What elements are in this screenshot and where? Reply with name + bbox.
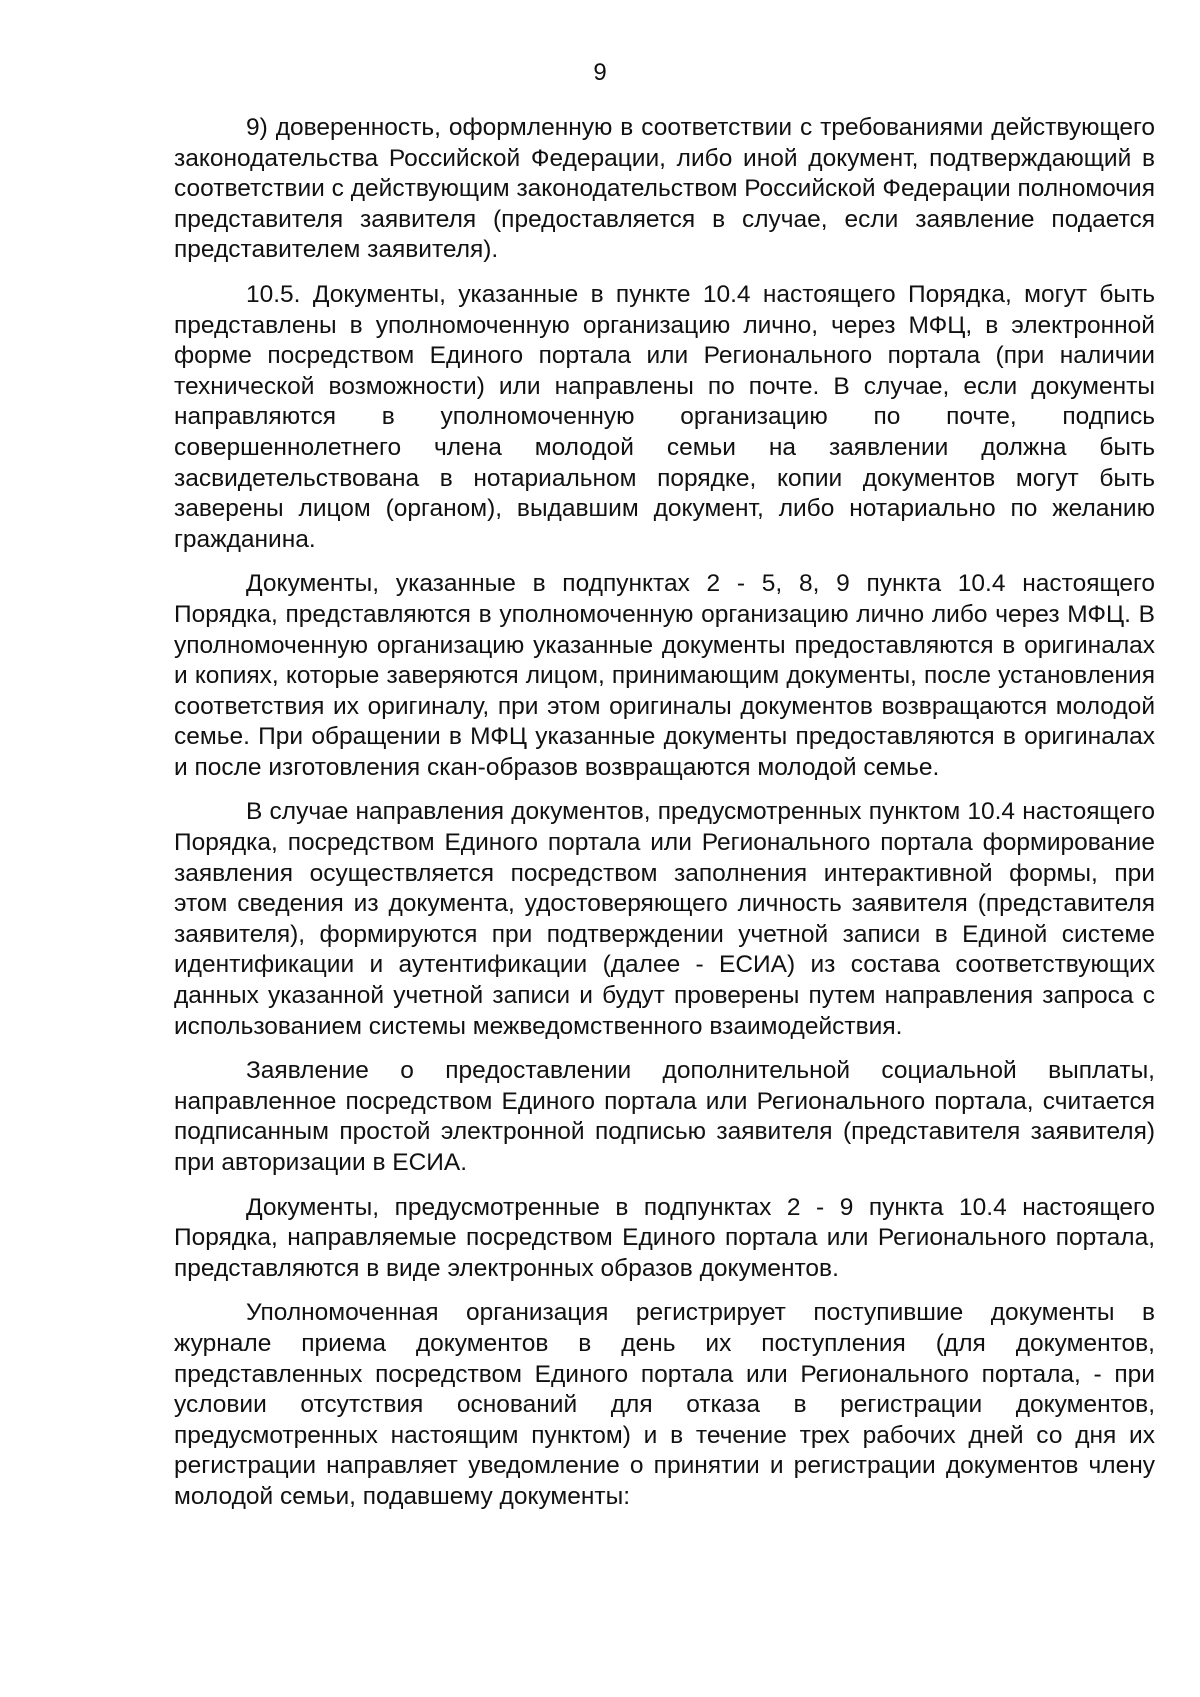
paragraph-portal-submission: В случае направления документов, предусмотренных пунктом 10.4 настоящего Порядка, посредством Единого портала или Регионального портала формирование заявления осуществляется посредством заполнения интерактивной формы, при этом сведения из документа, удостоверяющего личность заявителя (представителя заявителя), формируются при подтверждении учетной записи в Единой системе идентификации и аутентификации (далее - ЕСИА) из состава соответствующих данных указанной учетной записи и будут проверены путем направления запроса с использованием системы межведомственного взаимодействия. (174, 798, 1155, 1040)
paragraph-electronic-signature: Заявление о предоставлении дополнительной социальной выплаты, направленное посредством Единого портала или Регионального портала, считается подписанным простой электронной подписью заявителя (представителя заявителя) при авторизации в ЕСИА. (174, 1057, 1155, 1176)
paragraph-documents-in-person: Документы, указанные в подпунктах 2 - 5, 8, 9 пункта 10.4 настоящего Порядка, представляются в уполномоченную организацию лично либо через МФЦ. В уполномоченную организацию указанные документы предоставляются в оригиналах и копиях, которые заверяются лицом, принимающим документы, после установления соответствия их оригиналу, при этом оригиналы документов возвращаются молодой семье. При обращении в МФЦ указанные документы предоставляются в оригиналах и после изготовления скан-образов возвращаются молодой семье. (174, 570, 1155, 781)
paragraph-clause-10-5: 10.5. Документы, указанные в пункте 10.4 настоящего Порядка, могут быть представлены в уполномоченную организацию лично, через МФЦ, в электронной форме посредством Единого портала или Регионального портала (при наличии технической возможности) или направлены по почте. В случае, если документы направляются в уполномоченную организацию по почте, подпись совершеннолетнего члена молодой семьи на заявлении должна быть засвидетельствована в нотариальном порядке, копии документов могут быть заверены лицом (органом), выдавшим документ, либо нотариально по желанию гражданина. (174, 280, 1155, 553)
document-body (174, 113, 1155, 1527)
paragraph-electronic-images: Документы, предусмотренные в подпунктах 2 - 9 пункта 10.4 настоящего Порядка, направляемые посредством Единого портала или Регионального портала, представляются в виде электронных образов документов. (174, 1193, 1155, 1282)
paragraph-item-9-power-of-attorney: 9) доверенность, оформленную в соответствии с требованиями действующего законодательства Российской Федерации, либо иной документ, подтверждающий в соответствии с действующим законодательством Российской Федерации полномочия представителя заявителя (предоставляется в случае, если заявление подается представителем заявителя). (174, 114, 1155, 264)
page-number: 9 (593, 59, 607, 86)
paragraph-registration: Уполномоченная организация регистрирует поступившие документы в журнале приема документов в день их поступления (для документов, представленных посредством Единого портала или Регионального портала, - при условии отсутствия оснований для отказа в регистрации документов, предусмотренных настоящим пунктом) и в течение трех рабочих дней со дня их регистрации направляет уведомление о принятии и регистрации документов члену молодой семьи, подавшему документы: (174, 1299, 1155, 1510)
